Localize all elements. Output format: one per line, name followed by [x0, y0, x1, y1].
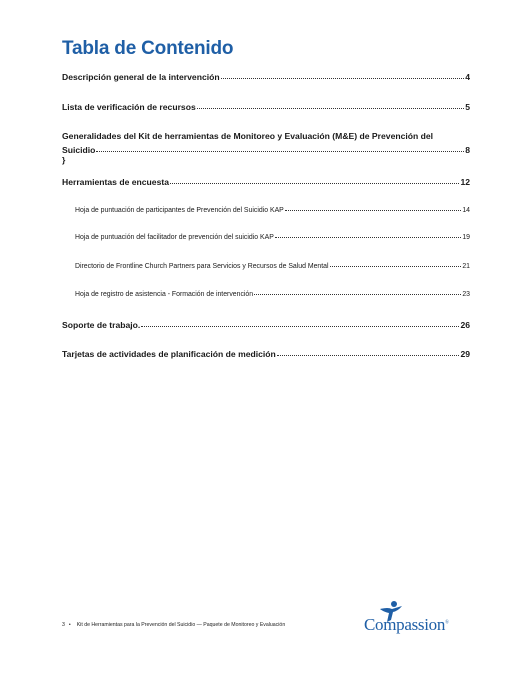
footer-page-number: 3 [62, 622, 65, 628]
dot-leader [197, 108, 464, 109]
toc-subentry-3[interactable] [75, 263, 470, 270]
compassion-logo [362, 600, 462, 640]
toc-entry-page: 4 [465, 72, 470, 82]
toc-entry-1[interactable] [62, 72, 470, 82]
toc-entry-label-line1: Generalidades del Kit de herramientas de Monitoreo y Evaluación (M&E) de Prevención del [62, 131, 434, 141]
toc-subentry-4[interactable] [75, 291, 470, 298]
toc-entry-3[interactable]: Generalidades del Kit de herramientas de Monitoreo y Evaluación (M&E) de Prevención del Suicidio 8 } [62, 131, 470, 165]
logo-wordmark: Compassion® [364, 615, 449, 634]
toc-entry-page: 12 [460, 177, 470, 187]
toc-subentry-1[interactable] [75, 207, 470, 214]
toc-entry-page: 5 [465, 102, 470, 112]
toc-entry-page: 19 [462, 234, 470, 241]
dot-leader [254, 294, 461, 295]
toc-entry-label-line2: Suicidio [62, 145, 96, 155]
toc-entry-label: Hoja de registro de asistencia - Formación de intervención [75, 291, 254, 298]
toc-entry-4[interactable] [62, 177, 470, 187]
toc-entry-page: 26 [460, 320, 470, 330]
toc-entry-label: Hoja de puntuación del facilitador de prevención del suicidio KAP [75, 234, 274, 241]
toc-entry-5[interactable] [62, 320, 470, 330]
toc-entry-label: Lista de verificación de recursos [62, 102, 196, 112]
page-title: Tabla de Contenido [62, 38, 234, 59]
dot-leader [277, 355, 460, 356]
toc-subentry-2[interactable] [75, 234, 470, 241]
toc-entry-2[interactable] [62, 102, 470, 112]
page-footer [62, 622, 285, 628]
dot-leader [141, 326, 459, 327]
dot-leader [285, 210, 462, 211]
toc-entry-page: 8 [465, 145, 470, 155]
toc-entry-page: 21 [462, 263, 470, 270]
toc-entry-label: Tarjetas de actividades de planificación de medición [62, 349, 276, 359]
footer-bullet: • [68, 622, 71, 628]
toc-entry-page: 14 [462, 207, 470, 214]
dot-leader [221, 78, 465, 79]
toc-entry-label: Soporte de trabajo. [62, 320, 141, 330]
toc-entry-label: Hoja de puntuación de participantes de Prevención del Suicidio KAP [75, 207, 284, 214]
toc-entry-page: 29 [460, 349, 470, 359]
dot-leader [96, 151, 464, 152]
dot-leader [275, 237, 462, 238]
toc-entry-label: Descripción general de la intervención [62, 72, 220, 82]
toc-entry-label: Directorio de Frontline Church Partners para Servicios y Recursos de Salud Mental [75, 263, 329, 270]
toc-entry-label: Herramientas de encuesta [62, 177, 169, 187]
toc-entry-6[interactable] [62, 349, 470, 359]
footer-text: Kit de Herramientas para la Prevención del Suicidio — Paquete de Monitoreo y Evaluación [76, 622, 286, 628]
toc-entry-page: 23 [462, 291, 470, 298]
dot-leader [170, 183, 459, 184]
dot-leader [330, 266, 462, 267]
